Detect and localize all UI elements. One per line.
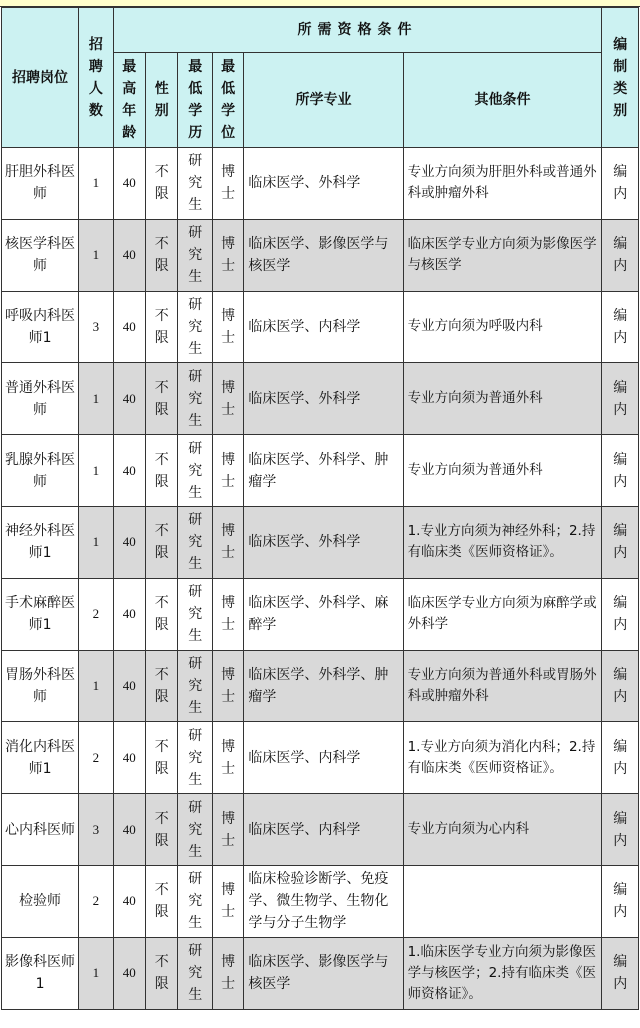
table-row [2, 291, 639, 363]
recruitment-table [1, 7, 639, 1010]
cell-count: 3 [79, 794, 113, 866]
cell-max-age: 40 [113, 148, 145, 220]
cell-education: 研究生 [178, 937, 212, 1009]
table-row [2, 435, 639, 507]
cell-max-age: 40 [113, 363, 145, 435]
cell-count: 1 [79, 937, 113, 1009]
cell-position: 神经外科医师1 [2, 506, 79, 578]
cell-other: 专业方向须为普通外科 [403, 435, 602, 507]
cell-other: 1.临床医学专业方向须为影像医学与核医学；2.持有临床类《医师资格证》。 [403, 937, 602, 1009]
cell-major: 临床医学、外科学、麻醉学 [244, 578, 403, 650]
cell-count: 1 [79, 363, 113, 435]
cell-major: 临床检验诊断学、免疫学、微生物学、生物化学与分子生物学 [244, 865, 403, 937]
header-gender: 性别 [146, 53, 178, 148]
cell-max-age: 40 [113, 794, 145, 866]
cell-gender: 不限 [146, 578, 178, 650]
cell-other: 1.专业方向须为神经外科；2.持有临床类《医师资格证》。 [403, 506, 602, 578]
cell-major: 临床医学、影像医学与核医学 [244, 937, 403, 1009]
cell-staffing: 编内 [602, 937, 639, 1009]
cell-count: 2 [79, 578, 113, 650]
cell-staffing: 编内 [602, 722, 639, 794]
cell-staffing: 编内 [602, 219, 639, 291]
cell-staffing: 编内 [602, 148, 639, 220]
cell-position: 影像科医师1 [2, 937, 79, 1009]
cell-degree: 博士 [212, 363, 243, 435]
cell-count: 1 [79, 219, 113, 291]
cell-max-age: 40 [113, 578, 145, 650]
cell-degree: 博士 [212, 578, 243, 650]
cell-degree: 博士 [212, 722, 243, 794]
cell-max-age: 40 [113, 937, 145, 1009]
cell-gender: 不限 [146, 148, 178, 220]
header-min-degree: 最低学位 [212, 53, 243, 148]
cell-gender: 不限 [146, 435, 178, 507]
cell-gender: 不限 [146, 219, 178, 291]
cell-degree: 博士 [212, 650, 243, 722]
cell-other: 专业方向须为普通外科 [403, 363, 602, 435]
cell-position: 检验师 [2, 865, 79, 937]
cell-education: 研究生 [178, 865, 212, 937]
cell-max-age: 40 [113, 722, 145, 794]
cell-major: 临床医学、内科学 [244, 291, 403, 363]
cell-count: 1 [79, 506, 113, 578]
cell-max-age: 40 [113, 506, 145, 578]
header-max-age: 最高年龄 [113, 53, 145, 148]
cell-count: 2 [79, 865, 113, 937]
cell-other: 临床医学专业方向须为麻醉学或外科学 [403, 578, 602, 650]
cell-count: 3 [79, 291, 113, 363]
cell-count: 1 [79, 435, 113, 507]
cell-staffing: 编内 [602, 794, 639, 866]
table-row [2, 650, 639, 722]
table-row [2, 219, 639, 291]
cell-degree: 博士 [212, 435, 243, 507]
table-header [2, 8, 639, 148]
cell-position: 呼吸内科医师1 [2, 291, 79, 363]
cell-other: 1.专业方向须为消化内科；2.持有临床类《医师资格证》。 [403, 722, 602, 794]
cell-education: 研究生 [178, 506, 212, 578]
cell-gender: 不限 [146, 937, 178, 1009]
table-row [2, 148, 639, 220]
cell-major: 临床医学、外科学 [244, 506, 403, 578]
cell-education: 研究生 [178, 794, 212, 866]
top-strip [0, 0, 640, 7]
cell-gender: 不限 [146, 865, 178, 937]
cell-education: 研究生 [178, 722, 212, 794]
cell-gender: 不限 [146, 650, 178, 722]
cell-max-age: 40 [113, 435, 145, 507]
table-body [2, 148, 639, 1010]
cell-staffing: 编内 [602, 650, 639, 722]
cell-staffing: 编内 [602, 363, 639, 435]
cell-gender: 不限 [146, 722, 178, 794]
cell-staffing: 编内 [602, 506, 639, 578]
cell-education: 研究生 [178, 291, 212, 363]
cell-staffing: 编内 [602, 291, 639, 363]
cell-gender: 不限 [146, 363, 178, 435]
cell-gender: 不限 [146, 794, 178, 866]
cell-other: 临床医学专业方向须为影像医学与核医学 [403, 219, 602, 291]
cell-staffing: 编内 [602, 435, 639, 507]
cell-other: 专业方向须为普通外科或胃肠外科或肿瘤外科 [403, 650, 602, 722]
cell-major: 临床医学、内科学 [244, 794, 403, 866]
header-count: 招聘人数 [79, 8, 113, 148]
cell-major: 临床医学、影像医学与核医学 [244, 219, 403, 291]
cell-major: 临床医学、外科学 [244, 148, 403, 220]
cell-max-age: 40 [113, 865, 145, 937]
cell-education: 研究生 [178, 435, 212, 507]
cell-education: 研究生 [178, 363, 212, 435]
cell-other [403, 865, 602, 937]
table-row [2, 363, 639, 435]
cell-count: 1 [79, 148, 113, 220]
cell-position: 胃肠外科医师 [2, 650, 79, 722]
cell-degree: 博士 [212, 219, 243, 291]
cell-position: 普通外科医师 [2, 363, 79, 435]
header-position: 招聘岗位 [2, 8, 79, 148]
cell-education: 研究生 [178, 650, 212, 722]
cell-position: 手术麻醉医师1 [2, 578, 79, 650]
cell-major: 临床医学、外科学、肿瘤学 [244, 650, 403, 722]
cell-position: 肝胆外科医师 [2, 148, 79, 220]
cell-other: 专业方向须为呼吸内科 [403, 291, 602, 363]
cell-education: 研究生 [178, 578, 212, 650]
header-qualifications: 所需资格条件 [113, 8, 602, 53]
cell-gender: 不限 [146, 506, 178, 578]
table-row [2, 865, 639, 937]
cell-staffing: 编内 [602, 578, 639, 650]
cell-major: 临床医学、外科学 [244, 363, 403, 435]
table-row [2, 937, 639, 1009]
table-row [2, 506, 639, 578]
cell-position: 乳腺外科医师 [2, 435, 79, 507]
cell-other: 专业方向须为心内科 [403, 794, 602, 866]
cell-position: 消化内科医师1 [2, 722, 79, 794]
cell-count: 2 [79, 722, 113, 794]
cell-position: 核医学科医师 [2, 219, 79, 291]
cell-position: 心内科医师 [2, 794, 79, 866]
cell-max-age: 40 [113, 291, 145, 363]
table-row [2, 794, 639, 866]
cell-degree: 博士 [212, 937, 243, 1009]
cell-staffing: 编内 [602, 865, 639, 937]
table-row [2, 578, 639, 650]
cell-degree: 博士 [212, 506, 243, 578]
cell-gender: 不限 [146, 291, 178, 363]
cell-max-age: 40 [113, 219, 145, 291]
header-major: 所学专业 [244, 53, 403, 148]
cell-degree: 博士 [212, 865, 243, 937]
cell-degree: 博士 [212, 794, 243, 866]
cell-major: 临床医学、外科学、肿瘤学 [244, 435, 403, 507]
cell-degree: 博士 [212, 148, 243, 220]
table-row [2, 722, 639, 794]
cell-count: 1 [79, 650, 113, 722]
cell-education: 研究生 [178, 219, 212, 291]
header-staffing: 编制类别 [602, 8, 639, 148]
header-min-education: 最低学历 [178, 53, 212, 148]
cell-education: 研究生 [178, 148, 212, 220]
cell-major: 临床医学、内科学 [244, 722, 403, 794]
cell-degree: 博士 [212, 291, 243, 363]
cell-max-age: 40 [113, 650, 145, 722]
cell-other: 专业方向须为肝胆外科或普通外科或肿瘤外科 [403, 148, 602, 220]
header-other: 其他条件 [403, 53, 602, 148]
